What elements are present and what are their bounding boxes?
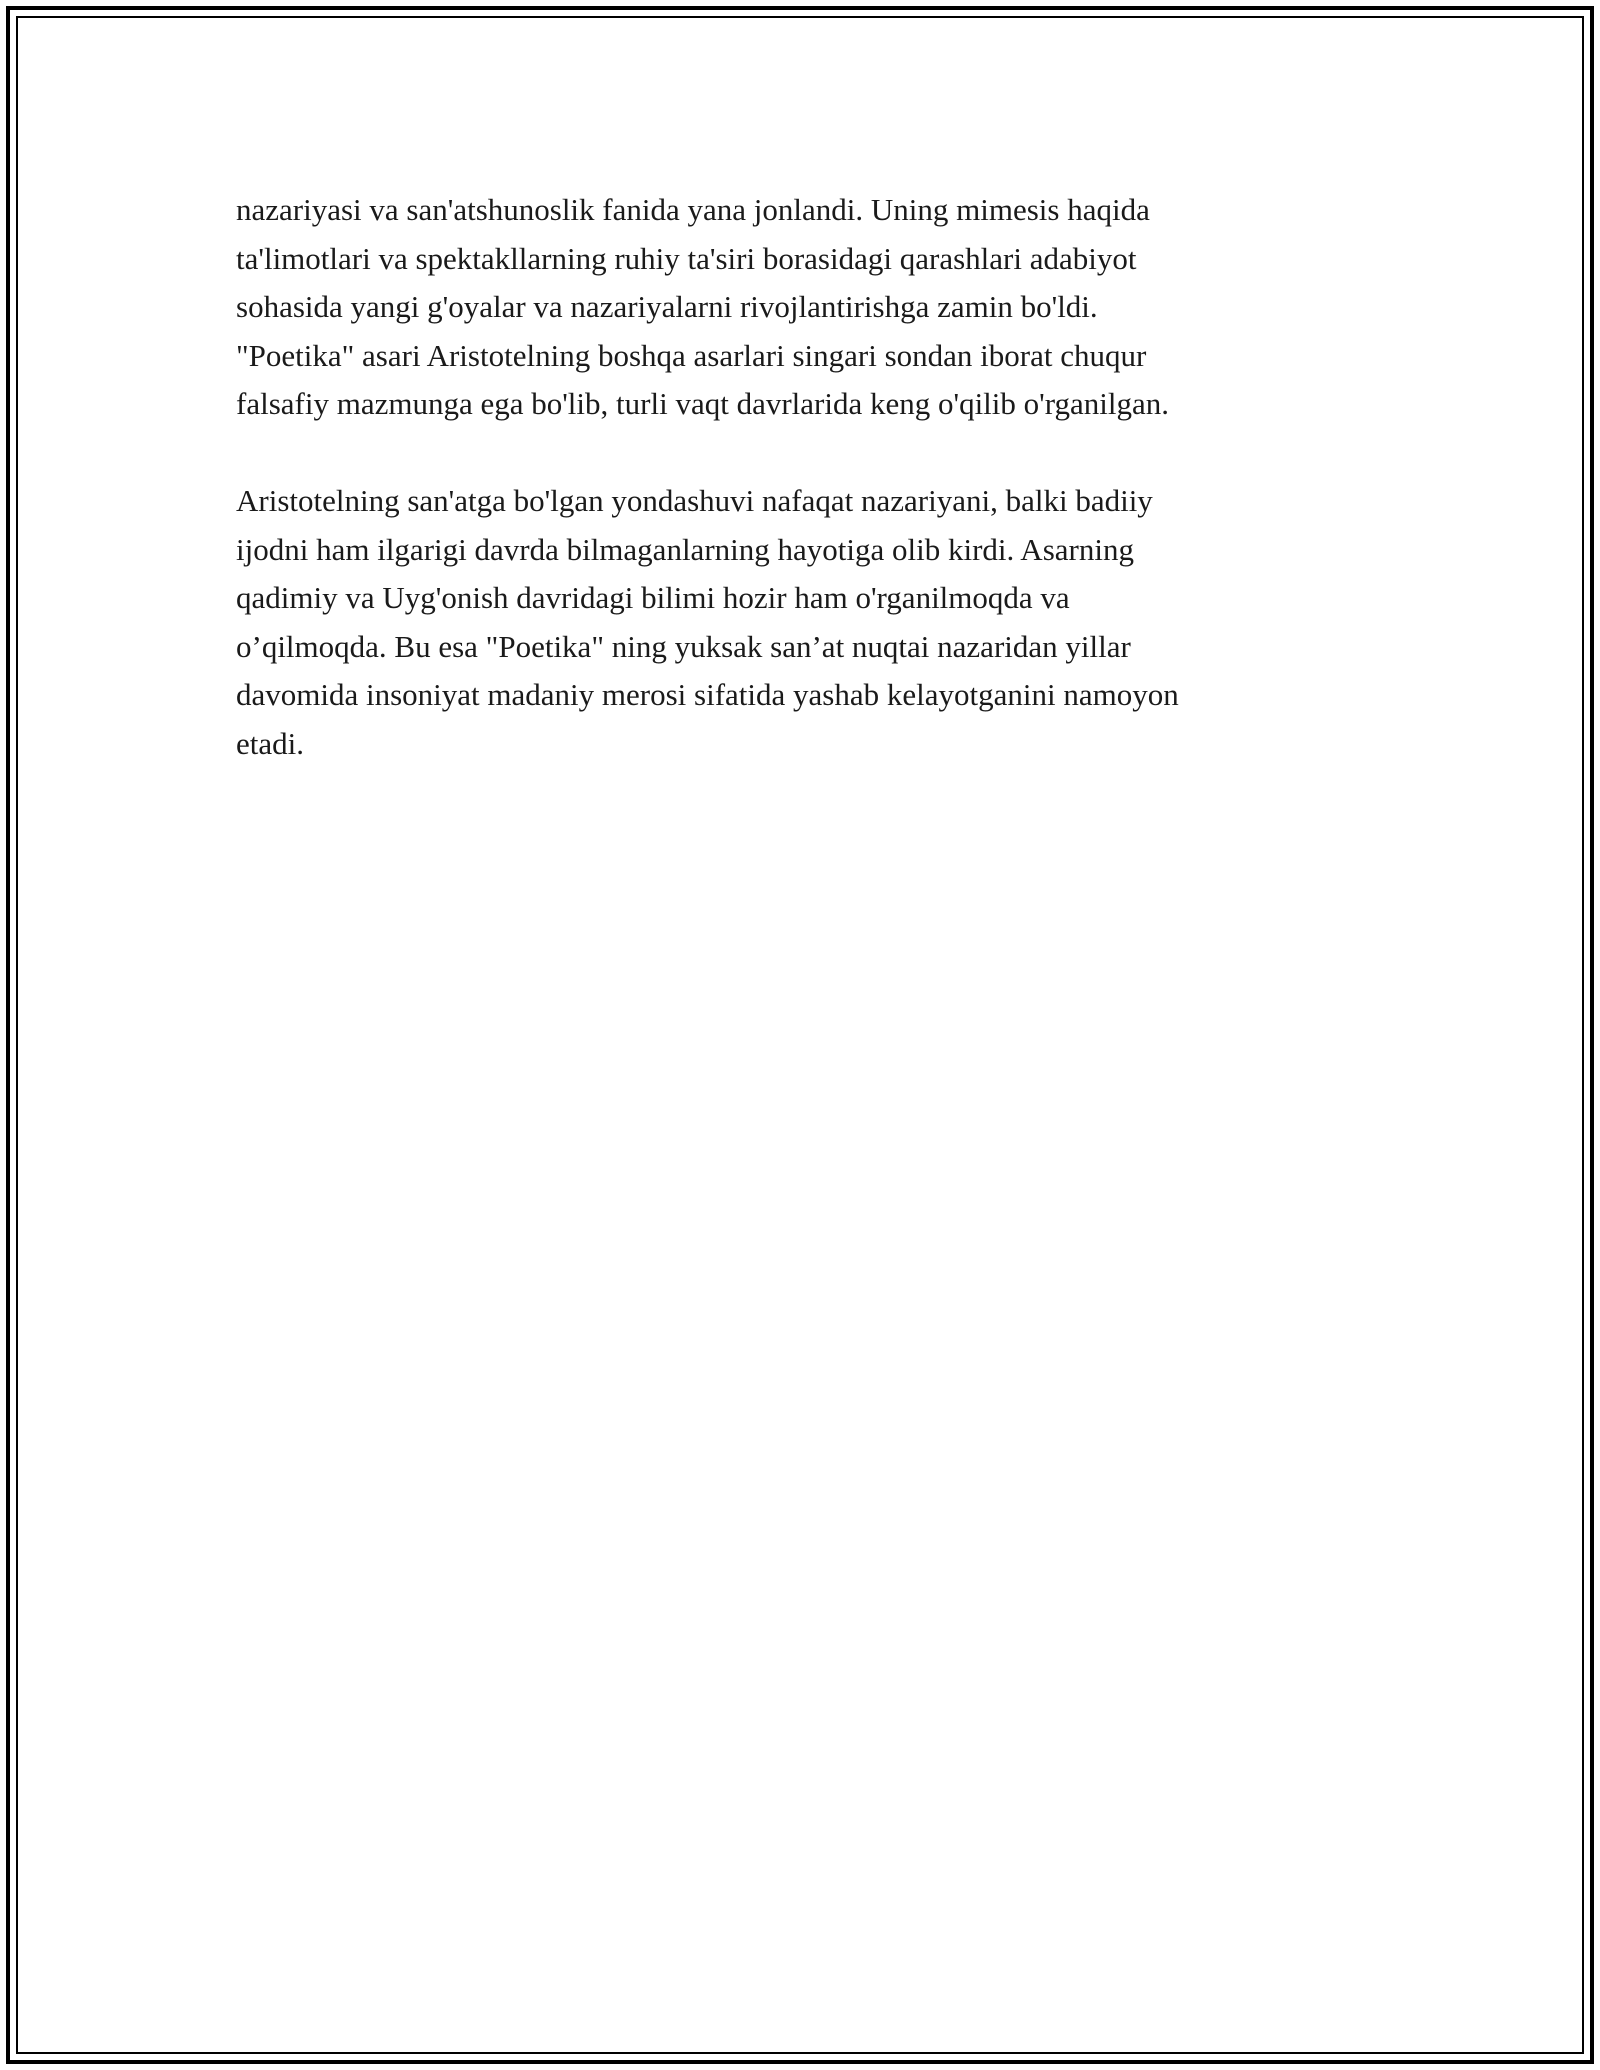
paragraph-2: Aristotelning san'atga bo'lgan yondashuvi nafaqat nazariyani, balki badiiy ijodni ham ilgarigi davrda bilmaganlarning hayotiga olib kirdi. Asarning qadimiy va Uyg'onish davridagi bilimi hozir ham o'rganilmoqda va o’qilmoqda. Bu esa "Poetika" ning yuksak san’at nuqtai nazaridan yillar davomida insoniyat madaniy merosi sifatida yashab kelayotganini namoyon etadi. [236, 483, 1179, 761]
document-body [236, 186, 1376, 817]
paragraph-1: nazariyasi va san'atshunoslik fanida yana jonlandi. Uning mimesis haqida ta'limotlari va spektakllarning ruhiy ta'siri borasidagi qarashlari adabiyot sohasida yangi g'oyalar va nazariyalarni rivojlantirishga zamin bo'ldi. "Poetika" asari Aristotelning boshqa asarlari singari sondan iborat chuqur falsafiy mazmunga ega bo'lib, turli vaqt davrlarida keng o'qilib o'rganilgan. [236, 192, 1169, 421]
